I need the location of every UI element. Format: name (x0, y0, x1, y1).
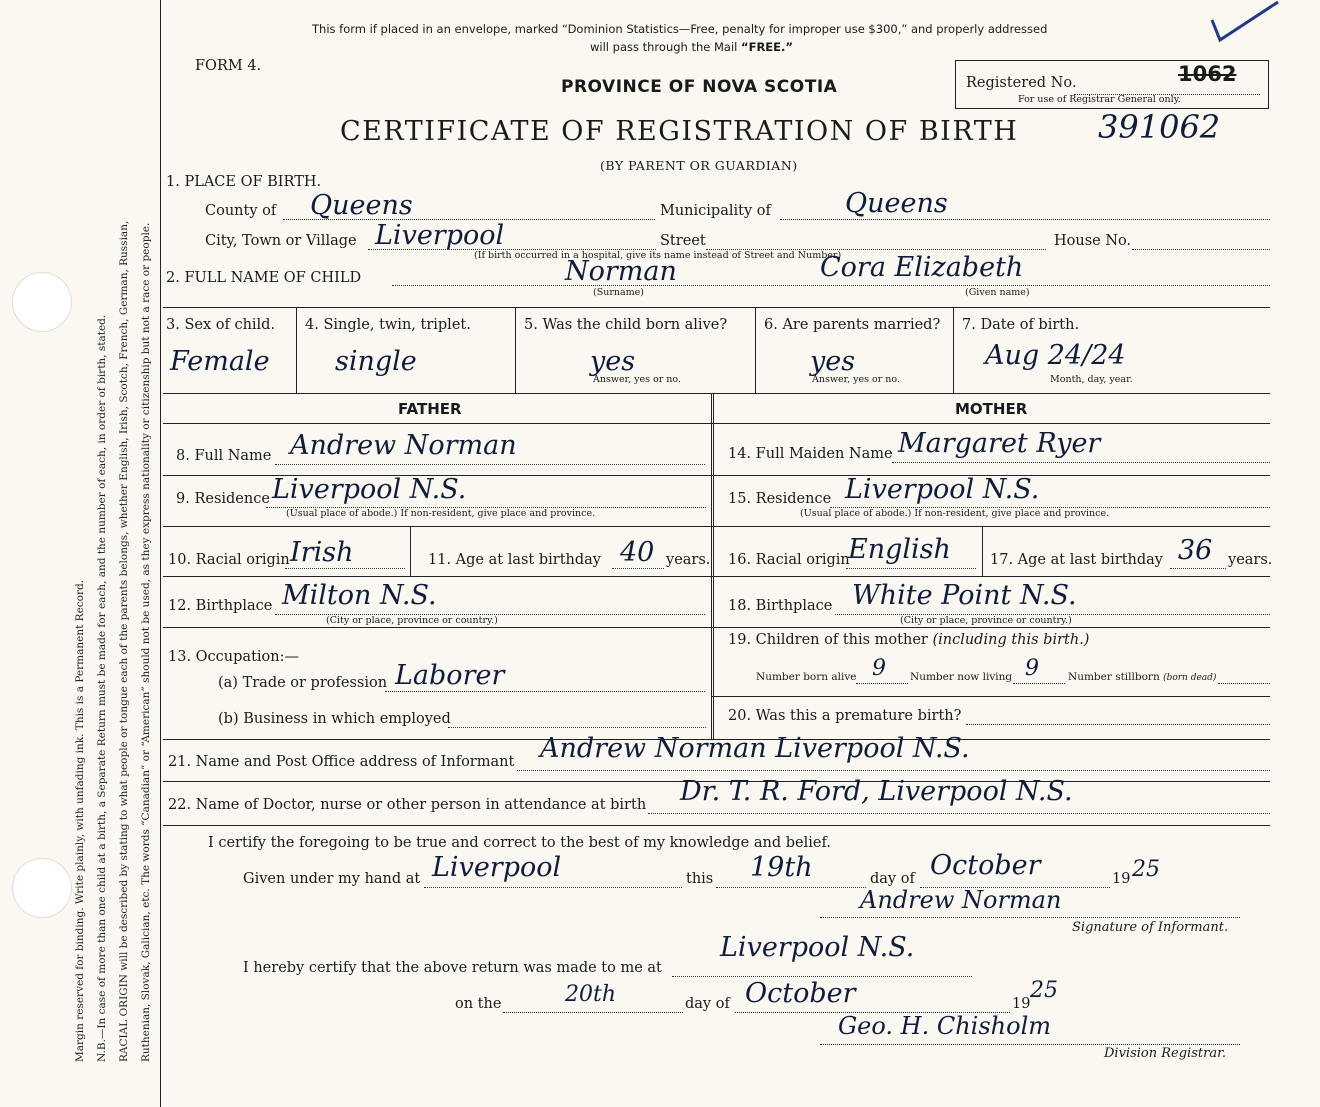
informant-value: Andrew Norman Liverpool N.S. (540, 733, 970, 764)
col-divider (410, 526, 411, 576)
row-divider (712, 696, 1270, 697)
col-divider (515, 307, 516, 393)
hospital-note: (If birth occurred in a hospital, give its name instead of Street and Number) (474, 250, 842, 261)
parents-center-divider (711, 393, 714, 739)
mailing-notice-line1: This form if placed in an envelope, marked “Dominion Statistics—Free, penalty for improper use $300,” and properly addressed (312, 22, 1048, 36)
punch-hole (12, 272, 72, 332)
row-divider (163, 576, 1270, 577)
reg-year-prefix: 19 (1012, 996, 1031, 1012)
mailing-notice (312, 22, 1047, 36)
father-birthplace-label: 12. Birthplace (168, 598, 273, 614)
informant-dotline (517, 770, 1270, 771)
born-alive-count-value: 9 (872, 656, 886, 681)
row-divider (163, 526, 1270, 527)
doctor-label: 22. Name of Doctor, nurse or other person in attendance at birth (168, 797, 647, 813)
house-number-label: House No. (1054, 233, 1132, 249)
given-under-label: Given under my hand at (243, 871, 421, 887)
given-month-value: October (930, 850, 1041, 881)
stillborn-label-text: Number stillborn (1068, 671, 1160, 683)
given-place-dotline (424, 887, 682, 888)
reg-year-value: 25 (1030, 978, 1058, 1003)
mother-residence-note: (Usual place of abode.) If non-resident, give place and province. (800, 508, 1110, 519)
mother-racial-label: 16. Racial origin (728, 552, 850, 568)
mother-age-dotline (1170, 568, 1226, 569)
trade-value: Laborer (395, 660, 505, 691)
business-dotline (448, 727, 706, 728)
certificate-subtitle: (BY PARENT OR GUARDIAN) (600, 158, 798, 173)
county-label: County of (205, 203, 277, 219)
child-name-label: 2. FULL NAME OF CHILD (166, 270, 362, 286)
child-surname: Norman (565, 256, 677, 287)
stillborn-dotline (1218, 683, 1270, 684)
on-the-label: on the (455, 996, 502, 1012)
place-of-birth-label: 1. PLACE OF BIRTH. (166, 174, 322, 190)
given-day-value: 19th (750, 852, 813, 883)
trade-label: (a) Trade or profession (218, 675, 388, 691)
stillborn-note: (born dead) (1163, 673, 1217, 683)
mother-birthplace-label: 18. Birthplace (728, 598, 833, 614)
father-residence-note: (Usual place of abode.) If non-resident, give place and province. (286, 508, 596, 519)
certify-statement: I certify the foregoing to be true and correct to the best of my knowledge and belief. (208, 835, 831, 851)
occupation-label: 13. Occupation:— (168, 649, 299, 665)
row-divider (163, 627, 1270, 628)
born-alive-value: yes (590, 346, 636, 377)
row-divider (163, 393, 1270, 394)
sex-label: 3. Sex of child. (166, 317, 276, 333)
mother-racial-dotline (846, 568, 976, 569)
father-racial-dotline (285, 568, 405, 569)
doctor-dotline (648, 813, 1270, 814)
city-value: Liverpool (375, 220, 505, 251)
informant-signature: Andrew Norman (860, 886, 1062, 914)
municipality-value: Queens (845, 188, 948, 219)
signature-caption: Signature of Informant. (1072, 920, 1229, 935)
date-of-birth-value: Aug 24/24 (985, 340, 1126, 371)
municipality-label: Municipality of (660, 203, 771, 219)
province-heading: PROVINCE OF NOVA SCOTIA (561, 77, 838, 97)
children-label-text: 19. Children of this mother (728, 632, 928, 648)
mother-name-label: 14. Full Maiden Name (728, 446, 893, 462)
registrar-signature: Geo. H. Chisholm (838, 1012, 1051, 1040)
margin-note-racial-origin: RACIAL ORIGIN will be described by stating to what people or tongue each of the parents belongs, whether English, Irish, Scotch, French, German, Russian, (118, 220, 130, 1062)
father-birthplace-value: Milton N.S. (282, 580, 437, 611)
reg-day-dotline (503, 1012, 683, 1013)
born-alive-count-label: Number born alive (756, 671, 857, 683)
registrar-note: For use of Registrar General only. (1018, 94, 1181, 105)
father-birthplace-note: (City or place, province or country.) (326, 615, 498, 626)
margin-note-multiple-births: N.B.—In case of more than one child at a birth, a Separate Return must be made for each, and the number of each, in order of birth, stated. (96, 314, 108, 1062)
certificate-number: 391062 (1098, 108, 1221, 146)
born-alive-count-dotline (856, 683, 908, 684)
free-label: “FREE.” (741, 40, 793, 54)
father-residence-value: Liverpool N.S. (272, 474, 467, 505)
reg-month-value: October (745, 978, 856, 1009)
day-of-label: day of (870, 871, 915, 887)
born-alive-label: 5. Was the child born alive? (524, 317, 728, 333)
col-divider (755, 307, 756, 393)
mother-name-dotline (892, 462, 1270, 463)
margin-note-racial-origin-cont: Ruthenian, Slovak, Galician, etc. The words “Canadian” or “American” should not be used, as they express nationality or citizenship but not a race or people. (140, 222, 152, 1062)
father-residence-label: 9. Residence (176, 491, 270, 507)
informant-label: 21. Name and Post Office address of Informant (168, 754, 515, 770)
father-racial-value: Irish (290, 537, 354, 568)
check-mark-icon (1200, 0, 1290, 50)
municipality-dotline (780, 219, 1270, 220)
row-divider (163, 825, 1270, 826)
trade-dotline (385, 691, 705, 692)
date-of-birth-label: 7. Date of birth. (962, 317, 1080, 333)
single-twin-value: single (335, 346, 417, 377)
living-count-dotline (1013, 683, 1065, 684)
registrar-place-value: Liverpool N.S. (720, 932, 915, 963)
parents-married-label: 6. Are parents married? (764, 317, 941, 333)
father-name-dotline (275, 464, 705, 465)
city-label: City, Town or Village (205, 233, 357, 249)
mother-racial-value: English (848, 534, 951, 565)
father-racial-label: 10. Racial origin (168, 552, 290, 568)
premature-label: 20. Was this a premature birth? (728, 708, 962, 724)
margin-divider (160, 0, 161, 1107)
reg-day-value: 20th (565, 982, 617, 1007)
parents-married-note: Answer, yes or no. (812, 374, 901, 385)
mailing-notice-text: will pass through the Mail (590, 40, 738, 54)
registrar-place-dotline (672, 976, 972, 977)
living-count-label: Number now living (910, 671, 1013, 683)
given-day-dotline (716, 887, 866, 888)
given-place-value: Liverpool (432, 852, 562, 883)
registered-value: 1062 (1178, 62, 1237, 86)
business-label: (b) Business in which employed (218, 711, 451, 727)
doctor-value: Dr. T. R. Ford, Liverpool N.S. (680, 776, 1073, 807)
registrar-caption: Division Registrar. (1104, 1046, 1226, 1061)
children-label-italic: (including this birth.) (932, 632, 1090, 648)
mother-age-value: 36 (1178, 535, 1213, 566)
informant-signature-dotline (820, 917, 1240, 918)
col-divider (982, 526, 983, 576)
father-age-value: 40 (620, 537, 655, 568)
father-age-dotline (612, 568, 664, 569)
mailing-notice-line2 (590, 40, 793, 54)
mother-heading: MOTHER (955, 400, 1028, 418)
single-twin-label: 4. Single, twin, triplet. (305, 317, 471, 333)
given-year-value: 25 (1132, 857, 1160, 882)
mother-age-unit: years. (1228, 552, 1273, 568)
date-of-birth-note: Month, day, year. (1050, 374, 1133, 385)
form-number: FORM 4. (195, 58, 262, 74)
sex-value: Female (170, 346, 270, 377)
registrar-statement: I hereby certify that the above return was made to me at (243, 960, 662, 976)
margin-note-binding: Margin reserved for binding. Write plainly, with unfading ink. This is a Permanent Record. (74, 579, 86, 1062)
child-given-name: Cora Elizabeth (820, 252, 1024, 283)
surname-note: (Surname) (593, 287, 644, 298)
reg-day-of-label: day of (685, 996, 730, 1012)
father-age-unit: years. (666, 552, 711, 568)
row-divider (163, 423, 1270, 424)
parents-married-value: yes (810, 346, 856, 377)
mother-name-value: Margaret Ryer (898, 428, 1101, 459)
certificate-title: CERTIFICATE OF REGISTRATION OF BIRTH (340, 116, 1019, 147)
born-alive-note: Answer, yes or no. (593, 374, 682, 385)
father-name-label: 8. Full Name (176, 448, 272, 464)
father-heading: FATHER (398, 400, 462, 418)
street-label: Street (660, 233, 706, 249)
mother-residence-label: 15. Residence (728, 491, 832, 507)
father-age-label: 11. Age at last birthday (428, 552, 601, 568)
father-name-value: Andrew Norman (290, 430, 517, 461)
house-number-dotline (1132, 249, 1270, 250)
registered-label: Registered No. (966, 75, 1077, 91)
children-label (728, 632, 1089, 648)
this-label: this (686, 871, 714, 887)
mother-birthplace-value: White Point N.S. (852, 580, 1077, 611)
living-count-value: 9 (1025, 656, 1039, 681)
registrar-signature-dotline (820, 1044, 1240, 1045)
stillborn-count-label (1068, 671, 1216, 683)
year-prefix: 19 (1112, 871, 1131, 887)
row-divider (163, 307, 1270, 308)
child-name-dotline (392, 285, 1270, 286)
registered-number-box (955, 60, 1269, 109)
punch-hole (12, 858, 72, 918)
mother-age-label: 17. Age at last birthday (990, 552, 1163, 568)
premature-dotline (966, 724, 1270, 725)
mother-residence-value: Liverpool N.S. (845, 474, 1040, 505)
col-divider (296, 307, 297, 393)
mother-birthplace-note: (City or place, province or country.) (900, 615, 1072, 626)
given-name-note: (Given name) (965, 287, 1030, 298)
county-value: Queens (310, 190, 413, 221)
col-divider (953, 307, 954, 393)
